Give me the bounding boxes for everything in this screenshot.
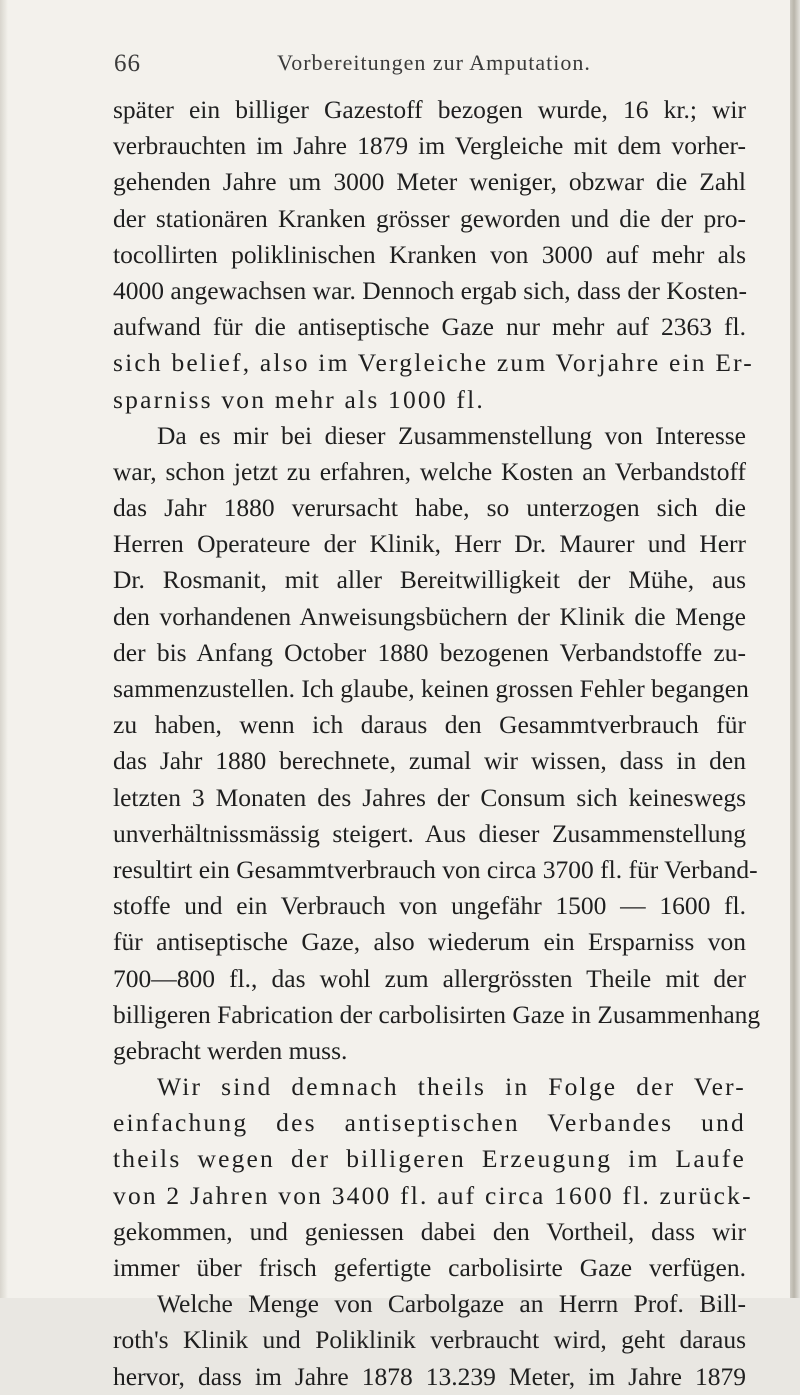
text-line: tocollirten poliklinischen Kranken von 3000 auf mehr als [113,239,746,269]
text-line: für antiseptische Gaze, also wiederum ein Ersparniss von [113,927,746,957]
text-line: der stationären Kranken grösser geworden und die der pro- [113,203,746,233]
page-edge [790,0,800,1298]
text-line: 700—800 fl., das wohl zum allergrössten Theile mit der [113,963,746,993]
text-line: Da es mir bei dieser Zusammenstellung von Interesse [157,420,746,450]
text-line: gebracht werden muss. [113,1035,348,1065]
running-head [114,50,754,82]
text-line: resultirt ein Gesammtverbrauch von circa 3700 fl. für Verband- [113,854,758,884]
text-line: das Jahr 1880 berechnete, zumal wir wissen, dass in den [113,746,746,776]
text-line: der bis Anfang October 1880 bezogenen Verbandstoffe zu- [113,637,746,667]
body-text [113,92,761,1395]
text-line: einfachung des antiseptischen Verbandes und [113,1108,746,1138]
text-line: hervor, dass im Jahre 1878 13.239 Meter, im Jahre 1879 [113,1361,746,1391]
text-line: sparniss von mehr als 1000 fl. [113,384,485,414]
text-line: verbrauchten im Jahre 1879 im Vergleiche mit dem vorher- [113,131,746,161]
text-line: Wir sind demnach theils in Folge der Ver- [157,1072,746,1102]
text-line: von 2 Jahren von 3400 fl. auf circa 1600 fl. zurück- [113,1180,753,1210]
text-line: später ein billiger Gazestoff bezogen wurde, 16 kr.; wir [113,95,746,124]
text-line: sammenzustellen. Ich glaube, keinen grossen Fehler begangen [113,674,749,703]
text-line: 4000 angewachsen war. Dennoch ergab sich, dass der Kosten- [113,275,748,305]
text-line: roth's Klinik und Poliklinik verbraucht wird, geht daraus [113,1325,746,1355]
text-line: aufwand für die antiseptische Gaze nur mehr auf 2363 fl. [113,312,746,342]
text-line: letzten 3 Monaten des Jahres der Consum sich keineswegs [113,782,746,812]
text-line: sich belief, also im Vergleiche zum Vorjahre ein Er- [113,348,754,378]
text-line: immer über frisch gefertigte carbolisirte Gaze verfügen. [113,1253,746,1282]
text-line: gehenden Jahre um 3000 Meter weniger, obzwar die Zahl [113,167,746,197]
text-line: gekommen, und geniessen dabei den Vortheil, dass wir [113,1216,746,1246]
text-line: das Jahr 1880 verursacht habe, so unterzogen sich die [113,493,746,523]
text-line: zu haben, wenn ich daraus den Gesammtverbrauch für [113,710,746,740]
text-line: Herren Operateure der Klinik, Herr Dr. Maurer und Herr [113,529,746,559]
text-line: unverhältnissmässig steigert. Aus dieser Zusammenstellung [113,818,746,848]
text-line: Welche Menge von Carbolgaze an Herrn Prof. Bill- [157,1289,746,1319]
text-line: den vorhandenen Anweisungsbüchern der Klinik die Menge [113,601,746,631]
page-number: 66 [114,50,141,77]
text-line: Dr. Rosmanit, mit aller Bereitwilligkeit der Mühe, aus [113,565,746,595]
text-line: stoffe und ein Verbrauch von ungefähr 1500 — 1600 fl. [113,891,746,921]
text-line: billigeren Fabrication der carbolisirten Gaze in Zusammenhang [113,999,761,1029]
running-title: Vorbereitungen zur Amputation. [277,50,591,75]
text-line: theils wegen der billigeren Erzeugung im Laufe [113,1144,746,1174]
text-line: war, schon jetzt zu erfahren, welche Kosten an Verbandstoff [113,456,746,486]
left-page-shadow [0,0,8,1298]
